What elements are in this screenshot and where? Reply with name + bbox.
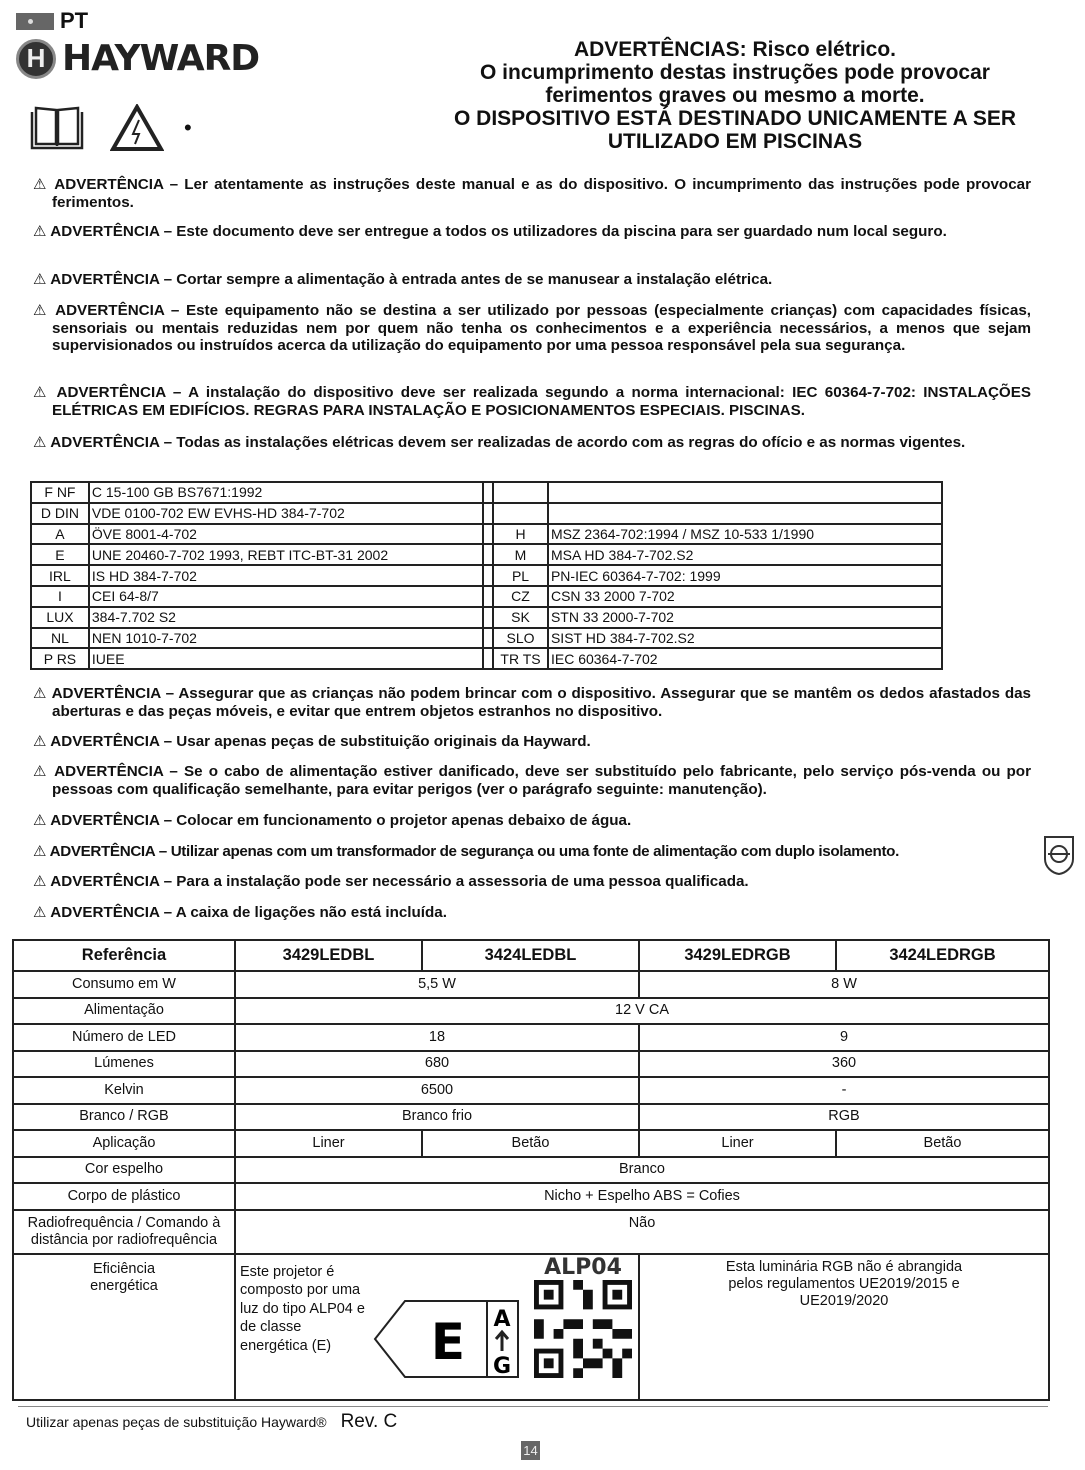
warning-icon: ⚠ <box>33 434 47 451</box>
standard-value: 384-7.702 S2 <box>89 607 483 628</box>
standard-value: CSN 33 2000 7-702 <box>548 586 942 607</box>
divider <box>483 524 493 545</box>
warning-text: ADVERTÊNCIA – Este documento deve ser entregue a todos os utilizadores da piscina para ser guardado num local seguro. <box>50 223 947 240</box>
warning-text: ADVERTÊNCIA – A caixa de ligações não está incluída. <box>50 904 447 921</box>
cell: 5,5 W <box>235 971 639 998</box>
row-label: Radiofrequência / Comando à distância por radiofrequência <box>13 1210 235 1254</box>
warning-icon: ⚠ <box>33 904 47 921</box>
qr-code-icon <box>534 1280 632 1378</box>
scale-bottom: G <box>492 1353 512 1379</box>
divider <box>483 503 493 524</box>
country-code: LUX <box>31 607 89 628</box>
cell: - <box>639 1077 1049 1104</box>
row-label: Corpo de plástico <box>13 1183 235 1210</box>
spec-row <box>13 971 1049 998</box>
warning-item <box>33 763 1031 798</box>
header-line: O DISPOSITIVO ESTÁ DESTINADO UNICAMENTE A SER <box>454 107 1016 130</box>
divider <box>483 648 493 669</box>
lang-code: PT <box>60 8 89 33</box>
row-label: Cor espelho <box>13 1157 235 1184</box>
scale-top: A <box>493 1306 511 1332</box>
header-icons <box>28 104 192 152</box>
electric-hazard-icon <box>110 104 164 152</box>
warning-icon: ⚠ <box>33 302 50 319</box>
warning-icon: ⚠ <box>33 685 48 702</box>
footer <box>18 1406 1048 1437</box>
country-code: CZ <box>493 586 548 607</box>
country-code: IRL <box>31 565 89 586</box>
spec-row <box>13 1024 1049 1051</box>
cell: Liner <box>235 1130 422 1157</box>
warning-item <box>33 434 1031 452</box>
warning-item <box>33 176 1031 211</box>
energy-class-label <box>370 1281 520 1401</box>
cell: Liner <box>639 1130 836 1157</box>
warning-text: ADVERTÊNCIA – Usar apenas peças de substituição originais da Hayward. <box>50 733 591 750</box>
row-label: Aplicação <box>13 1130 235 1157</box>
qr-block <box>534 1254 632 1399</box>
spec-row <box>13 998 1049 1025</box>
country-code: I <box>31 586 89 607</box>
row-label: Branco / RGB <box>13 1104 235 1131</box>
cell: Betão <box>422 1130 639 1157</box>
warning-text: ADVERTÊNCIA – A instalação do dispositivo deve ser realizada segundo a norma internacional: IEC 60364-7-702: INSTALAÇÕES ELÉTRICAS EM EDIFÍCIOS. REGRAS PARA INSTALAÇÃO E POSICIONAMENTOS ESPECIAIS. PISCINAS. <box>52 384 1032 419</box>
cell: 680 <box>235 1051 639 1078</box>
warning-text: ADVERTÊNCIA – Colocar em funcionamento o projetor apenas debaixo de água. <box>50 812 632 829</box>
standard-value: MSZ 2364-702:1994 / MSZ 10-533 1/1990 <box>548 524 942 545</box>
warning-text: ADVERTÊNCIA – Todas as instalações elétricas devem ser realizadas de acordo com as regras do ofício e as normas vigentes. <box>50 434 966 451</box>
cell: Não <box>235 1210 1049 1254</box>
cell: 9 <box>639 1024 1049 1051</box>
rgb-note: Esta luminária RGB não é abrangida pelos regulamentos UE2019/2015 e UE2019/2020 <box>639 1254 1049 1400</box>
spec-row <box>13 1104 1049 1131</box>
spec-row <box>13 1051 1049 1078</box>
standard-row <box>31 648 942 669</box>
row-label: Alimentação <box>13 998 235 1025</box>
header-cell: Referência <box>13 940 235 971</box>
warning-icon: ⚠ <box>33 176 49 193</box>
cell: 360 <box>639 1051 1049 1078</box>
warning-item <box>33 843 1031 861</box>
product-code: ALP04 <box>544 1254 622 1280</box>
standard-value: IS HD 384-7-702 <box>89 565 483 586</box>
country-code: NL <box>31 628 89 649</box>
standard-row <box>31 565 942 586</box>
standard-value: SIST HD 384-7-702.S2 <box>548 628 942 649</box>
standard-value: CEI 64-8/7 <box>89 586 483 607</box>
warning-item <box>33 904 1031 922</box>
cell: 6500 <box>235 1077 639 1104</box>
cell: Branco frio <box>235 1104 639 1131</box>
spec-row <box>13 1183 1049 1210</box>
cell: Betão <box>836 1130 1049 1157</box>
spec-row <box>13 1130 1049 1157</box>
country-code: TR TS <box>493 648 548 669</box>
standard-row <box>31 482 942 503</box>
warning-text: ADVERTÊNCIA – Utilizar apenas com um transformador de segurança ou uma fonte de alimentação com duplo isolamento. <box>49 843 899 860</box>
divider <box>483 482 493 503</box>
standard-value: ÖVE 8001-4-702 <box>89 524 483 545</box>
divider <box>483 628 493 649</box>
footer-text: Utilizar apenas peças de substituição Hayward® <box>26 1414 327 1430</box>
warning-icon: ⚠ <box>33 271 47 288</box>
standard-value: MSA HD 384-7-702.S2 <box>548 544 942 565</box>
warning-icon: ⚠ <box>33 223 47 240</box>
bullet: • <box>184 115 192 140</box>
standard-row <box>31 628 942 649</box>
revision: Rev. C <box>340 1411 398 1432</box>
header-line: UTILIZADO EM PISCINAS <box>607 130 863 153</box>
divider <box>483 544 493 565</box>
standard-value <box>548 503 942 524</box>
warning-icon: ⚠ <box>33 733 47 750</box>
standard-row <box>31 607 942 628</box>
energy-class: E <box>430 1312 466 1371</box>
hayward-logo <box>16 38 259 79</box>
spec-row <box>13 1157 1049 1184</box>
warning-item <box>33 271 1031 289</box>
divider <box>483 565 493 586</box>
country-code <box>493 503 548 524</box>
cell: 8 W <box>639 971 1049 998</box>
spec-row <box>13 1254 1049 1400</box>
warning-item <box>33 812 1031 830</box>
cell: Nicho + Espelho ABS = Cofies <box>235 1183 1049 1210</box>
standards-table <box>30 481 943 670</box>
header-cell: 3424LEDBL <box>422 940 639 971</box>
brand-name: HAYWARD <box>62 38 260 79</box>
country-code: D DIN <box>31 503 89 524</box>
page-number: 14 <box>521 1441 540 1460</box>
row-label: Kelvin <box>13 1077 235 1104</box>
spec-row <box>13 1210 1049 1254</box>
divider <box>483 586 493 607</box>
standard-row <box>31 544 942 565</box>
country-code: SK <box>493 607 548 628</box>
warning-icon: ⚠ <box>33 812 47 829</box>
standard-value: UNE 20460-7-702 1993, REBT ITC-BT-31 2002 <box>89 544 483 565</box>
cell: Branco <box>235 1157 1049 1184</box>
country-code: PL <box>493 565 548 586</box>
warning-icon: ⚠ <box>33 843 47 860</box>
warning-text: ADVERTÊNCIA – Se o cabo de alimentação estiver danificado, deve ser substituído pelo fabricante, pelo serviço pós-venda ou por pessoas com qualificação semelhante, para evitar perigos (ver o parágrafo seguinte: manutenção). <box>52 763 1031 798</box>
header-line: ferimentos graves ou mesmo a morte. <box>545 84 925 107</box>
standard-value: VDE 0100-702 EW EVHS-HD 384-7-702 <box>89 503 483 524</box>
standard-row <box>31 586 942 607</box>
header-line: O incumprimento destas instruções pode provocar <box>480 61 990 84</box>
country-code: P RS <box>31 648 89 669</box>
header-cell: 3429LEDRGB <box>639 940 836 971</box>
cell: 12 V CA <box>235 998 1049 1025</box>
warning-icon: ⚠ <box>33 384 50 401</box>
standard-value: C 15-100 GB BS7671:1992 <box>89 482 483 503</box>
double-insulation-icon <box>1042 834 1076 876</box>
hazard-header <box>390 38 1080 153</box>
standard-row <box>31 503 942 524</box>
arrow-up-icon <box>496 1332 508 1351</box>
cell: RGB <box>639 1104 1049 1131</box>
warning-text: ADVERTÊNCIA – Assegurar que as crianças não podem brincar com o dispositivo. Assegurar que se mantêm os dedos afastados das aberturas e das peças móveis, e evitar que entrem objetos estranhos no dispositivo. <box>51 685 1032 720</box>
warning-item <box>33 223 1031 241</box>
warning-icon: ⚠ <box>33 873 47 890</box>
row-label: Consumo em W <box>13 971 235 998</box>
hayward-h-icon: H <box>16 39 56 79</box>
warning-text: ADVERTÊNCIA – Este equipamento não se destina a ser utilizado por pessoas (especialmente crianças) com capacidades físicas, sensoriais ou mentais reduzidas nem por quem não tenha os conhecimentos e a experiência necessários, a menos que sejam supervisionados ou instruídos acerca da utilização do equipamento por uma pessoa responsável pela sua segurança. <box>52 302 1031 354</box>
warning-text: ADVERTÊNCIA – Ler atentamente as instruções deste manual e as do dispositivo. O incumprimento das instruções pode provocar ferimentos. <box>52 176 1032 211</box>
country-code: F NF <box>31 482 89 503</box>
header-line: ADVERTÊNCIAS: Risco elétrico. <box>573 38 897 61</box>
manual-book-icon <box>28 104 86 152</box>
specifications-table <box>12 939 1050 1401</box>
divider <box>483 607 493 628</box>
standard-value: NEN 1010-7-702 <box>89 628 483 649</box>
spec-row <box>13 1077 1049 1104</box>
warning-item <box>33 685 1031 720</box>
warning-text: ADVERTÊNCIA – Para a instalação pode ser necessário a assessoria de uma pessoa qualificada. <box>50 873 749 890</box>
row-label: Lúmenes <box>13 1051 235 1078</box>
country-code: A <box>31 524 89 545</box>
country-code: E <box>31 544 89 565</box>
standard-value: IEC 60364-7-702 <box>548 648 942 669</box>
standard-row <box>31 524 942 545</box>
warning-item <box>33 733 1031 751</box>
warning-icon: ⚠ <box>33 763 49 780</box>
cell: 18 <box>235 1024 639 1051</box>
energy-label-cell <box>235 1254 639 1400</box>
energy-description: Este projetor é composto por uma luz do tipo ALP04 e de classe energética (E) <box>240 1263 365 1354</box>
country-code: H <box>493 524 548 545</box>
standard-value <box>548 482 942 503</box>
warning-text: ADVERTÊNCIA – Cortar sempre a alimentação à entrada antes de se manusear a instalação elétrica. <box>50 271 773 288</box>
standard-value: STN 33 2000-7-702 <box>548 607 942 628</box>
country-code: SLO <box>493 628 548 649</box>
header-cell: 3429LEDBL <box>235 940 422 971</box>
flag-icon <box>16 13 54 30</box>
standard-value: IUEE <box>89 648 483 669</box>
warning-item <box>33 873 1031 891</box>
country-code: M <box>493 544 548 565</box>
country-code <box>493 482 548 503</box>
warning-item <box>33 302 1031 355</box>
standard-value: PN-IEC 60364-7-702: 1999 <box>548 565 942 586</box>
row-label: Eficiência energética <box>13 1254 235 1400</box>
warning-item <box>33 384 1031 419</box>
header-cell: 3424LEDRGB <box>836 940 1049 971</box>
row-label: Número de LED <box>13 1024 235 1051</box>
language-label <box>16 8 88 34</box>
